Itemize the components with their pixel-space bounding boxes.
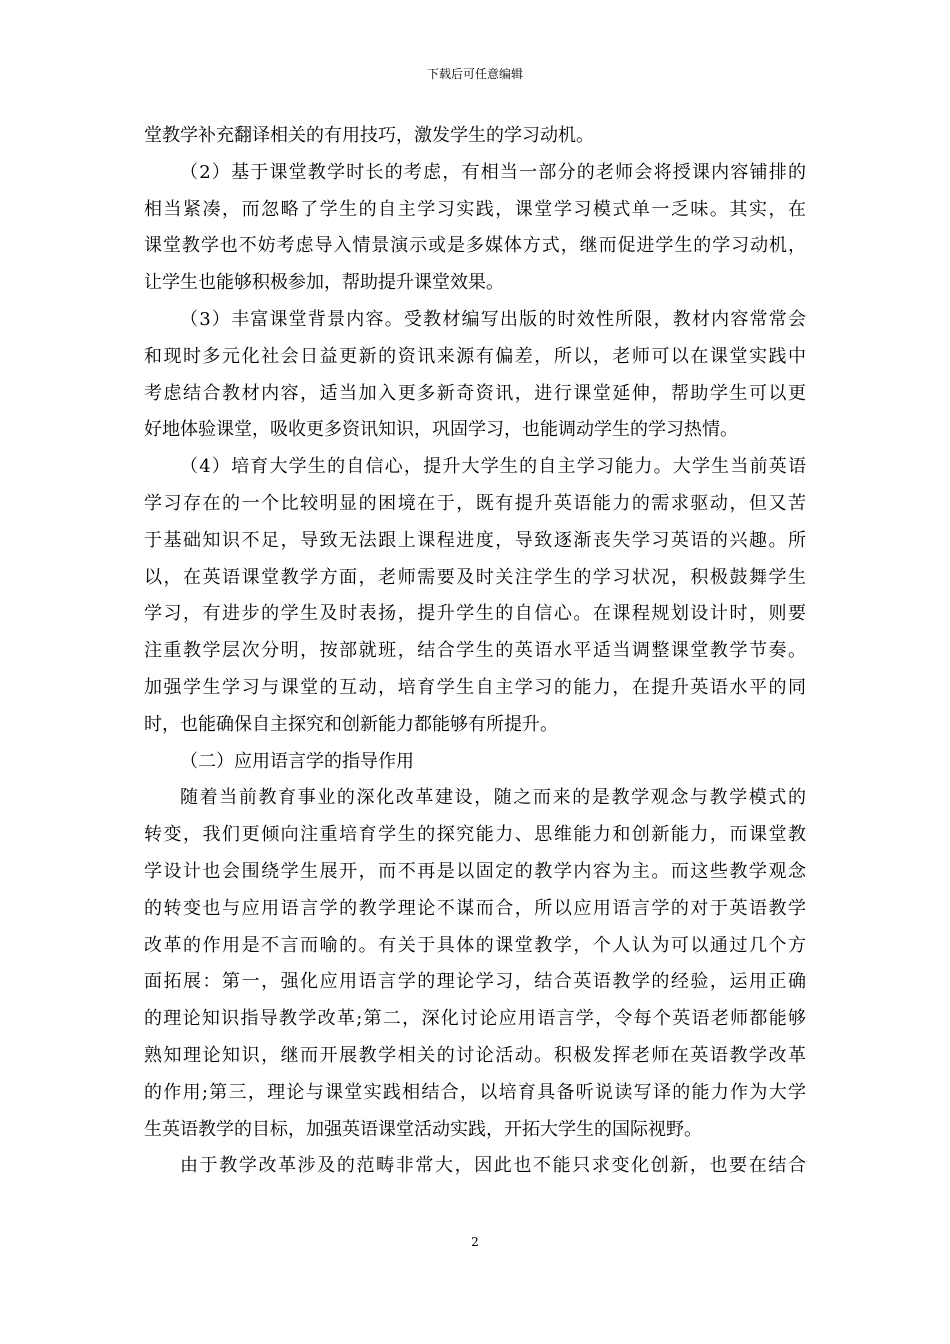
text-line: 由于教学改革涉及的范畴非常大，因此也不能只求变化创新，也要在结合 [180,1155,806,1177]
text-line: （2）基于课堂教学时长的考虑，有相当一部分的老师会将授课内容铺排的 [180,161,806,183]
text-line: 考虑结合教材内容，适当加入更多新奇资讯，进行课堂延伸，帮助学生可以更 [144,382,806,404]
text-line: 加强学生学习与课堂的互动，培育学生自主学习的能力，在提升英语水平的同 [144,676,806,698]
text-line: 课堂教学也不妨考虑导入情景演示或是多媒体方式，继而促进学生的学习动机， [144,235,806,257]
text-line: （3）丰富课堂背景内容。受教材编写出版的时效性所限，教材内容常常会 [180,308,806,330]
text-line: （4）培育大学生的自信心，提升大学生的自主学习能力。大学生当前英语 [180,456,806,478]
text-line: 注重教学层次分明，按部就班，结合学生的英语水平适当调整课堂教学节奏。 [144,640,806,662]
text-line: 熟知理论知识，继而开展教学相关的讨论活动。积极发挥老师在英语教学改革 [144,1044,806,1066]
page-number: 2 [471,1235,479,1249]
document-body [144,118,806,1185]
text-line: 学设计也会围绕学生展开，而不再是以固定的教学内容为主。而这些教学观念 [144,860,806,882]
text-line: （二）应用语言学的指导作用 [180,750,414,772]
text-line: 学习，有进步的学生及时表扬，提升学生的自信心。在课程规划设计时，则要 [144,603,806,625]
text-line: 于基础知识不足，导致无法跟上课程进度，导致逐渐丧失学习英语的兴趣。所 [144,529,806,551]
text-line: 好地体验课堂，吸收更多资讯知识，巩固学习，也能调动学生的学习热情。 [144,419,738,441]
text-line: 的转变也与应用语言学的教学理论不谋而合，所以应用语言学的对于英语教学 [144,897,806,919]
text-line: 随着当前教育事业的深化改革建设，随之而来的是教学观念与教学模式的 [180,787,806,809]
text-line: 相当紧凑，而忽略了学生的自主学习实践，课堂学习模式单一乏味。其实，在 [144,198,806,220]
text-line: 以，在英语课堂教学方面，老师需要及时关注学生的学习状况，积极鼓舞学生 [144,566,806,588]
text-line: 时，也能确保自主探究和创新能力都能够有所提升。 [144,713,558,735]
text-line: 转变，我们更倾向注重培育学生的探究能力、思维能力和创新能力，而课堂教 [144,824,806,846]
text-line: 的理论知识指导教学改革;第二，深化讨论应用语言学，令每个英语老师都能够 [144,1008,806,1030]
text-line: 的作用;第三，理论与课堂实践相结合，以培育具备听说读写译的能力作为大学 [144,1081,806,1103]
text-line: 和现时多元化社会日益更新的资讯来源有偏差，所以，老师可以在课堂实践中 [144,345,806,367]
text-line: 面拓展：第一，强化应用语言学的理论学习，结合英语教学的经验，运用正确 [144,971,806,993]
text-line: 学习存在的一个比较明显的困境在于，既有提升英语能力的需求驱动，但又苦 [144,492,806,514]
text-line: 改革的作用是不言而喻的。有关于具体的课堂教学，个人认为可以通过几个方 [144,934,806,956]
text-line: 让学生也能够积极参加，帮助提升课堂效果。 [144,272,504,294]
text-line: 堂教学补充翻译相关的有用技巧，激发学生的学习动机。 [144,125,594,146]
page-header: 下载后可任意编辑 [426,67,523,81]
text-line: 生英语教学的目标，加强英语课堂活动实践，开拓大学生的国际视野。 [144,1118,702,1140]
